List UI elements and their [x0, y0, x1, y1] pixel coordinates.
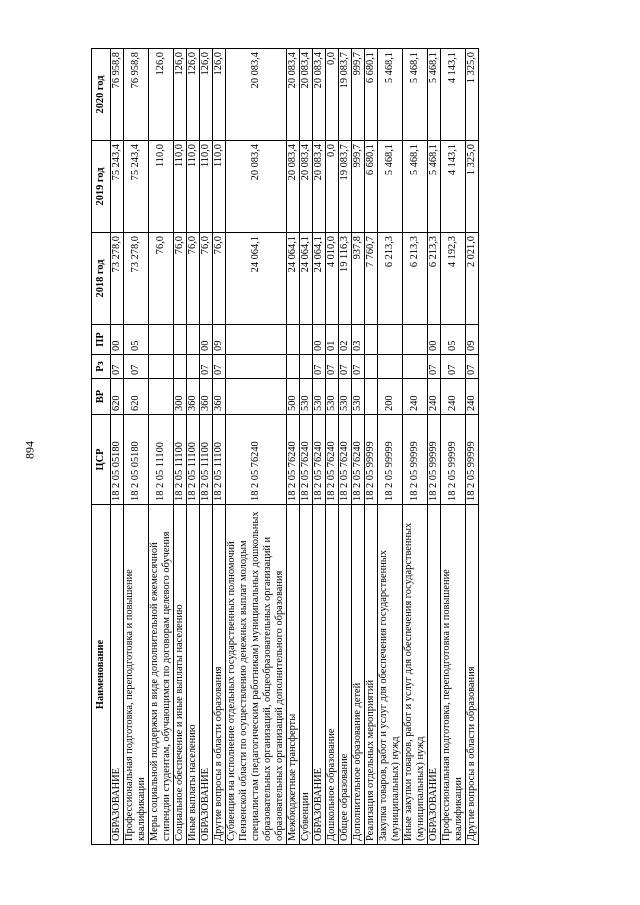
cell-2020: 1 325,0 [466, 49, 479, 141]
table-row [226, 49, 287, 845]
cell-csr: 18 2 05 76240 [326, 415, 339, 505]
cell-2018: 7 760,7 [365, 233, 378, 325]
table-header-row [92, 49, 111, 845]
cell-2020: 4 143,1 [441, 49, 466, 141]
cell-2019: 110,0 [174, 141, 187, 233]
cell-2020: 126,0 [149, 49, 174, 141]
table-row [339, 49, 352, 845]
cell-name: Общее образование [339, 505, 352, 845]
cell-csr: 18 2 05 11100 [149, 415, 174, 505]
cell-2020: 19 083,7 [339, 49, 352, 141]
cell-csr: 18 2 05 76240 [313, 415, 326, 505]
table-row [352, 49, 365, 845]
cell-vr [365, 379, 378, 415]
cell-name: ОБРАЗОВАНИЕ [428, 505, 441, 845]
cell-2018: 6 213,3 [428, 233, 441, 325]
cell-rz [174, 355, 187, 379]
table-row [403, 49, 428, 845]
cell-csr: 18 2 05 99999 [365, 415, 378, 505]
cell-rz: 07 [213, 355, 226, 379]
cell-vr: 240 [466, 379, 479, 415]
header-rz: Рз [92, 355, 111, 379]
cell-2020: 76 958,8 [111, 49, 124, 141]
cell-pr: 09 [466, 325, 479, 355]
cell-vr: 530 [313, 379, 326, 415]
cell-2020: 5 468,1 [378, 49, 403, 141]
cell-pr [300, 325, 313, 355]
cell-2019: 19 083,7 [339, 141, 352, 233]
cell-vr: 530 [300, 379, 313, 415]
cell-2018: 76,0 [187, 233, 200, 325]
header-name: Наименование [92, 505, 111, 845]
cell-2020: 6 680,1 [365, 49, 378, 141]
cell-2019: 75 243,4 [124, 141, 149, 233]
cell-2020: 5 468,1 [428, 49, 441, 141]
cell-rz: 07 [111, 355, 124, 379]
cell-name: Профессиональная подготовка, переподготовка и повышение квалификации [441, 505, 466, 845]
cell-rz: 07 [466, 355, 479, 379]
cell-csr: 18 2 05 76240 [300, 415, 313, 505]
table-wrapper [91, 49, 542, 845]
table-row [466, 49, 479, 845]
cell-pr: 00 [111, 325, 124, 355]
cell-name: Профессиональная подготовка, переподготовка и повышение квалификации [124, 505, 149, 845]
header-2020: 2020 год [92, 49, 111, 141]
cell-rz: 07 [441, 355, 466, 379]
cell-2018: 937,8 [352, 233, 365, 325]
cell-2019: 5 468,1 [403, 141, 428, 233]
table-row [200, 49, 213, 845]
cell-vr: 240 [403, 379, 428, 415]
cell-vr: 200 [378, 379, 403, 415]
cell-csr: 18 2 05 99999 [466, 415, 479, 505]
table-row [365, 49, 378, 845]
header-vr: ВР [92, 379, 111, 415]
table-row [111, 49, 124, 845]
cell-vr: 240 [428, 379, 441, 415]
table-row [326, 49, 339, 845]
cell-rz [365, 355, 378, 379]
cell-2018: 4 192,3 [441, 233, 466, 325]
cell-csr: 18 2 05 11100 [174, 415, 187, 505]
cell-rz: 07 [313, 355, 326, 379]
cell-2019: 20 083,4 [226, 141, 287, 233]
cell-2018: 24 064,1 [300, 233, 313, 325]
cell-name: Другие вопросы в области образования [466, 505, 479, 845]
cell-2020: 126,0 [200, 49, 213, 141]
cell-2020: 76 958,8 [124, 49, 149, 141]
cell-rz: 07 [200, 355, 213, 379]
cell-csr: 18 2 05 99999 [428, 415, 441, 505]
cell-csr: 18 2 05 05180 [124, 415, 149, 505]
cell-2019: 20 083,4 [313, 141, 326, 233]
page-number: 894 [22, 441, 37, 459]
cell-2019: 20 083,4 [300, 141, 313, 233]
cell-pr: 00 [428, 325, 441, 355]
header-2019: 2019 год [92, 141, 111, 233]
cell-name: Иные закупки товаров, работ и услуг для обеспечения государственных (муниципальных) нужд [403, 505, 428, 845]
header-2018: 2018 год [92, 233, 111, 325]
cell-name: Субвенция на исполнение отдельных государственных полномочий Пензенской области по осуществлению денежных выплат молодым специалистам (педагогическим работникам) муниципальных дошкольных образовательных организаций, общеобразовательных организаций и образовательных организаций дополнительного образования [226, 505, 287, 845]
cell-2018: 76,0 [213, 233, 226, 325]
cell-2020: 20 083,4 [287, 49, 300, 141]
cell-2018: 2 021,0 [466, 233, 479, 325]
header-pr: ПР [92, 325, 111, 355]
cell-pr [365, 325, 378, 355]
cell-name: Межбюджетные трансферты [287, 505, 300, 845]
cell-vr [226, 379, 287, 415]
cell-rz [226, 355, 287, 379]
cell-name: Закупка товаров, работ и услуг для обеспечения государственных (муниципальных) нужд [378, 505, 403, 845]
cell-pr [226, 325, 287, 355]
cell-rz: 07 [124, 355, 149, 379]
cell-2019: 1 325,0 [466, 141, 479, 233]
cell-csr: 18 2 05 05180 [111, 415, 124, 505]
cell-vr: 300 [174, 379, 187, 415]
cell-2019: 5 468,1 [428, 141, 441, 233]
cell-rz [300, 355, 313, 379]
cell-pr [287, 325, 300, 355]
cell-csr: 18 2 05 76240 [352, 415, 365, 505]
cell-vr: 530 [339, 379, 352, 415]
cell-vr: 620 [111, 379, 124, 415]
cell-vr: 530 [352, 379, 365, 415]
cell-pr: 05 [124, 325, 149, 355]
cell-2020: 20 083,4 [300, 49, 313, 141]
cell-name: Реализация отдельных мероприятий [365, 505, 378, 845]
cell-name: Другие вопросы в области образования [213, 505, 226, 845]
cell-rz [149, 355, 174, 379]
table-row [187, 49, 200, 845]
cell-vr: 360 [187, 379, 200, 415]
cell-pr: 05 [441, 325, 466, 355]
header-csr: ЦСР [92, 415, 111, 505]
cell-2019: 0,0 [326, 141, 339, 233]
cell-csr: 18 2 05 99999 [403, 415, 428, 505]
cell-rz: 07 [339, 355, 352, 379]
table-row [300, 49, 313, 845]
cell-pr [174, 325, 187, 355]
cell-rz: 07 [326, 355, 339, 379]
cell-name: Иные выплаты населению [187, 505, 200, 845]
cell-2019: 110,0 [213, 141, 226, 233]
cell-rz [378, 355, 403, 379]
cell-csr: 18 2 05 99999 [378, 415, 403, 505]
cell-2020: 20 083,4 [313, 49, 326, 141]
table-row [124, 49, 149, 845]
cell-csr: 18 2 05 11100 [187, 415, 200, 505]
cell-csr: 18 2 05 76240 [226, 415, 287, 505]
cell-2018: 6 213,3 [403, 233, 428, 325]
cell-2018: 76,0 [200, 233, 213, 325]
cell-rz: 07 [352, 355, 365, 379]
cell-2020: 126,0 [213, 49, 226, 141]
cell-name: ОБРАЗОВАНИЕ [200, 505, 213, 845]
cell-pr [378, 325, 403, 355]
cell-vr [149, 379, 174, 415]
cell-2019: 4 143,1 [441, 141, 466, 233]
cell-2019: 110,0 [149, 141, 174, 233]
cell-vr: 240 [441, 379, 466, 415]
cell-rz [187, 355, 200, 379]
table-body [111, 49, 479, 845]
cell-pr [187, 325, 200, 355]
cell-2019: 110,0 [187, 141, 200, 233]
cell-2020: 126,0 [187, 49, 200, 141]
cell-2019: 110,0 [200, 141, 213, 233]
cell-name: ОБРАЗОВАНИЕ [313, 505, 326, 845]
cell-name: Дополнительное образование детей [352, 505, 365, 845]
cell-rz [287, 355, 300, 379]
cell-2020: 20 083,4 [226, 49, 287, 141]
rotated-table-container [91, 49, 542, 845]
table-row [378, 49, 403, 845]
table-row [313, 49, 326, 845]
cell-name: ОБРАЗОВАНИЕ [111, 505, 124, 845]
cell-2020: 999,7 [352, 49, 365, 141]
cell-vr: 360 [200, 379, 213, 415]
cell-pr [149, 325, 174, 355]
cell-2018: 4 010,0 [326, 233, 339, 325]
cell-2019: 5 468,1 [378, 141, 403, 233]
cell-2018: 24 064,1 [313, 233, 326, 325]
cell-2019: 20 083,4 [287, 141, 300, 233]
cell-2019: 6 680,1 [365, 141, 378, 233]
cell-pr: 03 [352, 325, 365, 355]
table-row [441, 49, 466, 845]
cell-vr: 500 [287, 379, 300, 415]
cell-2018: 76,0 [174, 233, 187, 325]
cell-pr: 02 [339, 325, 352, 355]
cell-vr: 530 [326, 379, 339, 415]
cell-name: Меры социальной поддержки в виде дополнительной ежемесячной стипендии студентам, обучающимся по договорам целевого обучения [149, 505, 174, 845]
cell-2018: 73 278,0 [124, 233, 149, 325]
table-row [428, 49, 441, 845]
cell-2018: 76,0 [149, 233, 174, 325]
cell-2018: 24 064,1 [287, 233, 300, 325]
cell-csr: 18 2 05 76240 [287, 415, 300, 505]
cell-pr: 01 [326, 325, 339, 355]
table-row [174, 49, 187, 845]
cell-name: Субвенции [300, 505, 313, 845]
cell-pr: 00 [200, 325, 213, 355]
cell-csr: 18 2 05 11100 [213, 415, 226, 505]
cell-2020: 0,0 [326, 49, 339, 141]
table-row [213, 49, 226, 845]
cell-pr [403, 325, 428, 355]
cell-2019: 75 243,4 [111, 141, 124, 233]
budget-table [91, 48, 479, 845]
cell-pr: 00 [313, 325, 326, 355]
cell-name: Дошкольное образование [326, 505, 339, 845]
cell-2018: 6 213,3 [378, 233, 403, 325]
cell-csr: 18 2 05 99999 [441, 415, 466, 505]
cell-rz: 07 [428, 355, 441, 379]
cell-vr: 620 [124, 379, 149, 415]
cell-rz [403, 355, 428, 379]
cell-2020: 126,0 [174, 49, 187, 141]
cell-2018: 73 278,0 [111, 233, 124, 325]
cell-2018: 19 116,3 [339, 233, 352, 325]
cell-2019: 999,7 [352, 141, 365, 233]
cell-csr: 18 2 05 11100 [200, 415, 213, 505]
cell-vr: 360 [213, 379, 226, 415]
cell-name: Социальное обеспечение и иные выплаты населению [174, 505, 187, 845]
cell-pr: 09 [213, 325, 226, 355]
table-row [149, 49, 174, 845]
table-row [287, 49, 300, 845]
cell-csr: 18 2 05 76240 [339, 415, 352, 505]
cell-2018: 24 064,1 [226, 233, 287, 325]
cell-2020: 5 468,1 [403, 49, 428, 141]
